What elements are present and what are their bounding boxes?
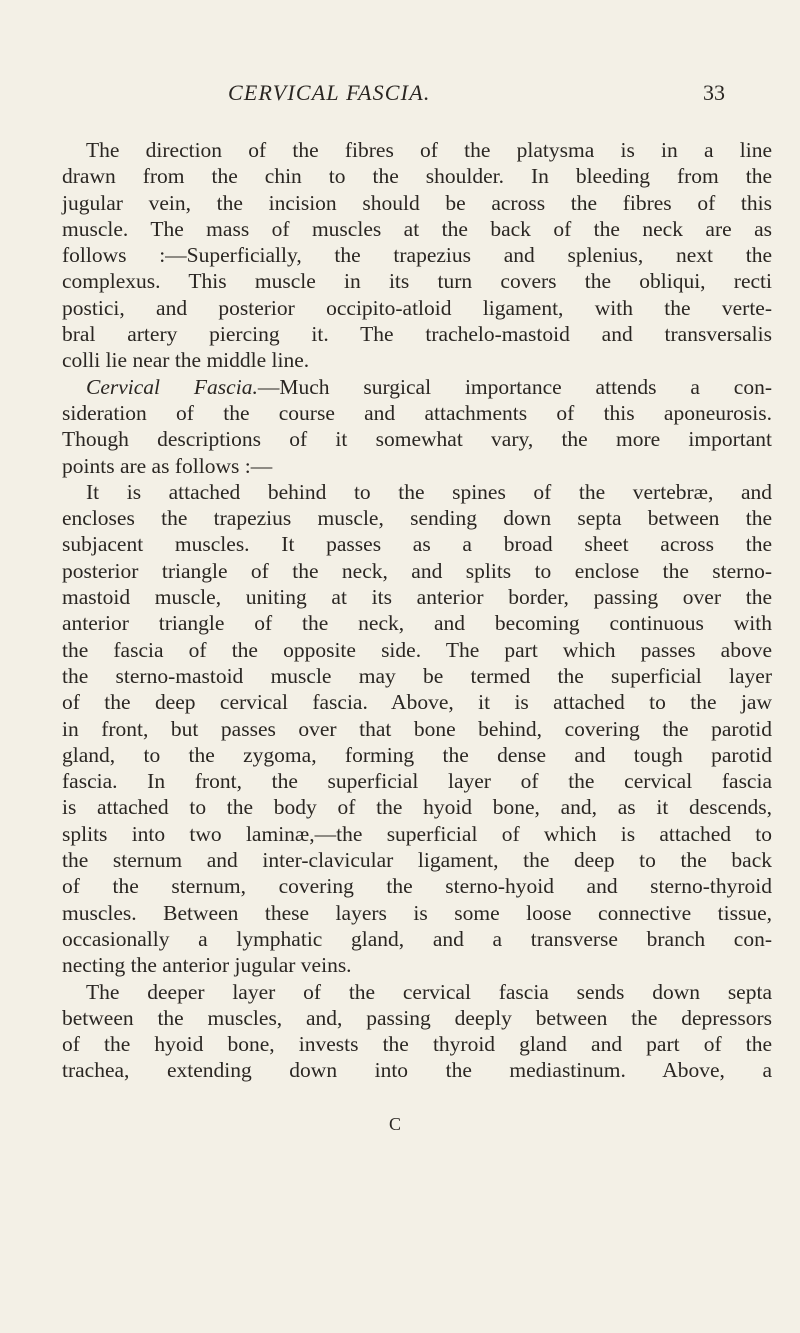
text-line: muscles. Between these layers is some loose connective tissue, <box>62 900 772 925</box>
text-line-rest: —Much surgical importance attends a con- <box>257 374 772 399</box>
text-line: bral artery piercing it. The trachelo-mastoid and transversalis <box>62 322 772 347</box>
text-line: jugular vein, the incision should be across the fibres of this <box>62 190 772 215</box>
text-line: splits into two laminæ,—the superficial of which is attached to <box>62 821 772 846</box>
text-line: is attached to the body of the hyoid bone, and, as it descends, <box>62 795 772 820</box>
text-line: sideration of the course and attachments of this aponeurosis. <box>62 400 772 425</box>
text-line: anterior triangle of the neck, and becoming continuous with <box>62 611 772 636</box>
text-line: mastoid muscle, uniting at its anterior border, passing over the <box>62 585 772 610</box>
text-line: The deeper layer of the cervical fascia sends down septa <box>86 979 772 1004</box>
text-line: muscle. The mass of muscles at the back of the neck are as <box>62 216 772 241</box>
page-header <box>0 80 800 110</box>
text-line: of the sternum, covering the sterno-hyoid and sterno-thyroid <box>62 874 772 899</box>
text-line: of the hyoid bone, invests the thyroid gland and part of the <box>62 1032 772 1057</box>
page-number: 33 <box>703 80 725 105</box>
text-line: points are as follows :— <box>62 453 273 478</box>
text-line: the sternum and inter-clavicular ligament, the deep to the back <box>62 848 772 873</box>
signature-mark: C <box>389 1114 402 1134</box>
running-title: CERVICAL FASCIA. <box>228 80 431 105</box>
text-line: complexus. This muscle in its turn covers the obliqui, recti <box>62 269 772 294</box>
text-line: trachea, extending down into the mediastinum. Above, a <box>62 1058 772 1083</box>
text-line: It is attached behind to the spines of the vertebræ, and <box>86 479 772 504</box>
text-line: occasionally a lymphatic gland, and a transverse branch con- <box>62 926 772 951</box>
text-line: fascia. In front, the superficial layer of the cervical fascia <box>62 769 772 794</box>
text-line: subjacent muscles. It passes as a broad sheet across the <box>62 532 772 557</box>
section-heading: Cervical Fascia. <box>86 374 258 399</box>
text-line: drawn from the chin to the shoulder. In bleeding from the <box>62 164 772 189</box>
text-line: necting the anterior jugular veins. <box>62 953 352 978</box>
text-line: follows :—Superficially, the trapezius and splenius, next the <box>62 243 772 268</box>
text-line: posterior triangle of the neck, and splits to enclose the sterno- <box>62 558 772 583</box>
text-line: gland, to the zygoma, forming the dense and tough parotid <box>62 742 772 767</box>
text-line: the fascia of the opposite side. The part which passes above <box>62 637 772 662</box>
text-line: colli lie near the middle line. <box>62 348 310 373</box>
text-line: the sterno-mastoid muscle may be termed the superficial layer <box>62 663 772 688</box>
text-line: postici, and posterior occipito-atloid ligament, with the verte- <box>62 295 772 320</box>
text-line: of the deep cervical fascia. Above, it is attached to the jaw <box>62 690 772 715</box>
text-line: encloses the trapezius muscle, sending down septa between the <box>62 506 772 531</box>
text-line <box>62 374 772 400</box>
text-line: between the muscles, and, passing deeply between the depressors <box>62 1005 772 1030</box>
body-text <box>62 137 772 1084</box>
text-line: in front, but passes over that bone behind, covering the parotid <box>62 716 772 741</box>
text-line: Though descriptions of it somewhat vary, the more important <box>62 427 772 452</box>
text-line: The direction of the fibres of the platysma is in a line <box>86 138 772 162</box>
